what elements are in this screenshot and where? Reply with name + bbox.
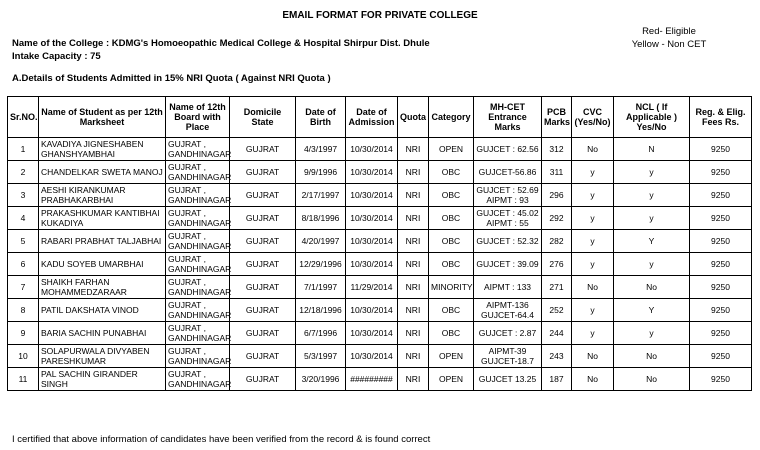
cell-fees: 9250 (690, 253, 752, 276)
cell-student-name: PATIL DAKSHATA VINOD (39, 299, 166, 322)
cell-domicile: GUJRAT (230, 368, 296, 391)
cell-student-name: KADU SOYEB UMARBHAI (39, 253, 166, 276)
cell-srno: 7 (8, 276, 39, 299)
cell-ncl: y (614, 253, 690, 276)
cell-quota: NRI (398, 230, 429, 253)
header-mhcet: MH-CET Entrance Marks (474, 97, 542, 138)
cell-quota: NRI (398, 368, 429, 391)
cell-mhcet: AIPMT-136 GUJCET-64.4 (474, 299, 542, 322)
cell-quota: NRI (398, 161, 429, 184)
cell-admission-date: 10/30/2014 (346, 322, 398, 345)
cell-dob: 8/18/1996 (296, 207, 346, 230)
cell-category: OBC (429, 299, 474, 322)
cell-board: GUJRAT , GANDHINAGAR (166, 345, 230, 368)
cell-cvc: No (572, 368, 614, 391)
cell-category: OPEN (429, 368, 474, 391)
cell-pcb: 244 (542, 322, 572, 345)
header-admission-date: Date of Admission (346, 97, 398, 138)
cell-fees: 9250 (690, 138, 752, 161)
document-title: EMAIL FORMAT FOR PRIVATE COLLEGE (282, 10, 478, 21)
cell-mhcet: GUJCET 13.25 (474, 368, 542, 391)
cell-srno: 8 (8, 299, 39, 322)
cell-board: GUJRAT , GANDHINAGAR (166, 322, 230, 345)
cell-domicile: GUJRAT (230, 184, 296, 207)
cell-fees: 9250 (690, 161, 752, 184)
cell-domicile: GUJRAT (230, 276, 296, 299)
cell-fees: 9250 (690, 345, 752, 368)
table-row (8, 322, 752, 345)
cell-category: OPEN (429, 138, 474, 161)
cell-dob: 12/29/1996 (296, 253, 346, 276)
cell-domicile: GUJRAT (230, 253, 296, 276)
cell-quota: NRI (398, 345, 429, 368)
cell-dob: 3/20/1996 (296, 368, 346, 391)
cell-cvc: y (572, 207, 614, 230)
cell-dob: 4/3/1997 (296, 138, 346, 161)
cell-mhcet: GUJCET : 45.02 AIPMT : 55 (474, 207, 542, 230)
cell-cvc: y (572, 322, 614, 345)
header-dob: Date of Birth (296, 97, 346, 138)
cell-board: GUJRAT , GANDHINAGAR (166, 299, 230, 322)
cell-student-name: BARIA SACHIN PUNABHAI (39, 322, 166, 345)
cell-srno: 4 (8, 207, 39, 230)
legend-red: Red- Eligible (642, 26, 696, 37)
cell-dob: 9/9/1996 (296, 161, 346, 184)
cell-admission-date: ######### (346, 368, 398, 391)
cell-domicile: GUJRAT (230, 161, 296, 184)
table-row (8, 368, 752, 391)
cell-fees: 9250 (690, 322, 752, 345)
cell-category: OBC (429, 230, 474, 253)
college-name: Name of the College : KDMG's Homoeopathic Medical College & Hospital Shirpur Dist. Dhule (12, 38, 430, 49)
cell-fees: 9250 (690, 276, 752, 299)
cell-admission-date: 10/30/2014 (346, 161, 398, 184)
cell-cvc: y (572, 184, 614, 207)
cell-srno: 10 (8, 345, 39, 368)
cell-srno: 1 (8, 138, 39, 161)
cell-category: MINORITY (429, 276, 474, 299)
cell-domicile: GUJRAT (230, 207, 296, 230)
cell-student-name: PAL SACHIN GIRANDER SINGH (39, 368, 166, 391)
cell-pcb: 252 (542, 299, 572, 322)
header-ncl: NCL ( If Applicable ) Yes/No (614, 97, 690, 138)
cell-student-name: PRAKASHKUMAR KANTIBHAI KUKADIYA (39, 207, 166, 230)
cell-mhcet: GUJCET : 39.09 (474, 253, 542, 276)
cell-admission-date: 10/30/2014 (346, 184, 398, 207)
header-student-name: Name of Student as per 12th Marksheet (39, 97, 166, 138)
cell-ncl: N (614, 138, 690, 161)
cell-dob: 7/1/1997 (296, 276, 346, 299)
cell-student-name: SHAIKH FARHAN MOHAMMEDZARAAR (39, 276, 166, 299)
cell-board: GUJRAT , GANDHINAGAR (166, 368, 230, 391)
cell-pcb: 282 (542, 230, 572, 253)
cell-category: OBC (429, 161, 474, 184)
cell-admission-date: 10/30/2014 (346, 299, 398, 322)
table-row (8, 230, 752, 253)
cell-dob: 2/17/1997 (296, 184, 346, 207)
cell-category: OBC (429, 322, 474, 345)
cell-dob: 5/3/1997 (296, 345, 346, 368)
cell-board: GUJRAT , GANDHINAGAR (166, 161, 230, 184)
cell-pcb: 271 (542, 276, 572, 299)
cell-category: OBC (429, 253, 474, 276)
cell-domicile: GUJRAT (230, 345, 296, 368)
cell-board: GUJRAT , GANDHINAGAR (166, 253, 230, 276)
cell-quota: NRI (398, 276, 429, 299)
cell-fees: 9250 (690, 207, 752, 230)
cell-category: OBC (429, 207, 474, 230)
cell-board: GUJRAT , GANDHINAGAR (166, 138, 230, 161)
cell-ncl: Y (614, 299, 690, 322)
cell-pcb: 311 (542, 161, 572, 184)
certification-text: I certified that above information of candidates have been verified from the record & is found correct (12, 434, 431, 445)
cell-student-name: KAVADIYA JIGNESHABEN GHANSHYAMBHAI (39, 138, 166, 161)
cell-admission-date: 10/30/2014 (346, 253, 398, 276)
cell-student-name: AESHI KIRANKUMAR PRABHAKARBHAI (39, 184, 166, 207)
cell-ncl: y (614, 161, 690, 184)
cell-fees: 9250 (690, 368, 752, 391)
section-title: A.Details of Students Admitted in 15% NRI Quota ( Against NRI Quota ) (12, 73, 331, 84)
header-domicile: Domicile State (230, 97, 296, 138)
table-row (8, 299, 752, 322)
cell-domicile: GUJRAT (230, 322, 296, 345)
cell-domicile: GUJRAT (230, 138, 296, 161)
cell-cvc: y (572, 299, 614, 322)
cell-admission-date: 10/30/2014 (346, 230, 398, 253)
cell-student-name: RABARI PRABHAT TALJABHAI (39, 230, 166, 253)
cell-srno: 5 (8, 230, 39, 253)
cell-ncl: y (614, 322, 690, 345)
cell-ncl: No (614, 276, 690, 299)
intake-capacity: Intake Capacity : 75 (12, 51, 101, 62)
cell-mhcet: GUJCET : 52.32 (474, 230, 542, 253)
cell-fees: 9250 (690, 184, 752, 207)
cell-mhcet: GUJCET : 62.56 (474, 138, 542, 161)
table-row (8, 184, 752, 207)
cell-srno: 6 (8, 253, 39, 276)
cell-pcb: 312 (542, 138, 572, 161)
table-row (8, 345, 752, 368)
cell-board: GUJRAT , GANDHINAGAR (166, 184, 230, 207)
cell-srno: 3 (8, 184, 39, 207)
cell-mhcet: AIPMT : 133 (474, 276, 542, 299)
cell-ncl: Y (614, 230, 690, 253)
cell-quota: NRI (398, 253, 429, 276)
cell-mhcet: GUJCET-56.86 (474, 161, 542, 184)
cell-student-name: CHANDELKAR SWETA MANOJ (39, 161, 166, 184)
cell-quota: NRI (398, 207, 429, 230)
table-row (8, 138, 752, 161)
header-pcb: PCB Marks (542, 97, 572, 138)
cell-srno: 11 (8, 368, 39, 391)
cell-cvc: y (572, 161, 614, 184)
cell-admission-date: 10/30/2014 (346, 345, 398, 368)
cell-dob: 4/20/1997 (296, 230, 346, 253)
cell-cvc: y (572, 230, 614, 253)
cell-category: OPEN (429, 345, 474, 368)
cell-pcb: 276 (542, 253, 572, 276)
cell-quota: NRI (398, 138, 429, 161)
cell-pcb: 296 (542, 184, 572, 207)
cell-mhcet: GUJCET : 52.69 AIPMT : 93 (474, 184, 542, 207)
cell-dob: 6/7/1996 (296, 322, 346, 345)
color-legend (614, 25, 724, 51)
header-row (8, 97, 752, 138)
cell-cvc: y (572, 253, 614, 276)
cell-cvc: No (572, 276, 614, 299)
cell-ncl: y (614, 184, 690, 207)
cell-category: OBC (429, 184, 474, 207)
cell-srno: 2 (8, 161, 39, 184)
cell-ncl: No (614, 345, 690, 368)
cell-domicile: GUJRAT (230, 299, 296, 322)
cell-quota: NRI (398, 299, 429, 322)
cell-admission-date: 11/29/2014 (346, 276, 398, 299)
header-board: Name of 12th Board with Place (166, 97, 230, 138)
cell-pcb: 292 (542, 207, 572, 230)
cell-quota: NRI (398, 184, 429, 207)
cell-pcb: 187 (542, 368, 572, 391)
header-cvc: CVC (Yes/No) (572, 97, 614, 138)
cell-admission-date: 10/30/2014 (346, 207, 398, 230)
cell-pcb: 243 (542, 345, 572, 368)
cell-mhcet: AIPMT-39 GUJCET-18.7 (474, 345, 542, 368)
table-row (8, 161, 752, 184)
cell-cvc: No (572, 345, 614, 368)
cell-mhcet: GUJCET : 2.87 (474, 322, 542, 345)
cell-dob: 12/18/1996 (296, 299, 346, 322)
cell-board: GUJRAT , GANDHINAGAR (166, 207, 230, 230)
college-info (12, 37, 430, 63)
cell-quota: NRI (398, 322, 429, 345)
students-table (7, 96, 752, 391)
cell-student-name: SOLAPURWALA DIVYABEN PARESHKUMAR (39, 345, 166, 368)
cell-board: GUJRAT , GANDHINAGAR (166, 230, 230, 253)
cell-ncl: No (614, 368, 690, 391)
cell-fees: 9250 (690, 230, 752, 253)
cell-ncl: y (614, 207, 690, 230)
header-srno: Sr.NO. (8, 97, 39, 138)
table-row (8, 207, 752, 230)
table-row (8, 276, 752, 299)
legend-yellow: Yellow - Non CET (631, 39, 707, 50)
table-row (8, 253, 752, 276)
cell-domicile: GUJRAT (230, 230, 296, 253)
cell-admission-date: 10/30/2014 (346, 138, 398, 161)
cell-srno: 9 (8, 322, 39, 345)
header-category: Category (429, 97, 474, 138)
cell-cvc: No (572, 138, 614, 161)
cell-board: GUJRAT , GANDHINAGAR (166, 276, 230, 299)
header-quota: Quota (398, 97, 429, 138)
cell-fees: 9250 (690, 299, 752, 322)
header-fees: Reg. & Elig. Fees Rs. (690, 97, 752, 138)
